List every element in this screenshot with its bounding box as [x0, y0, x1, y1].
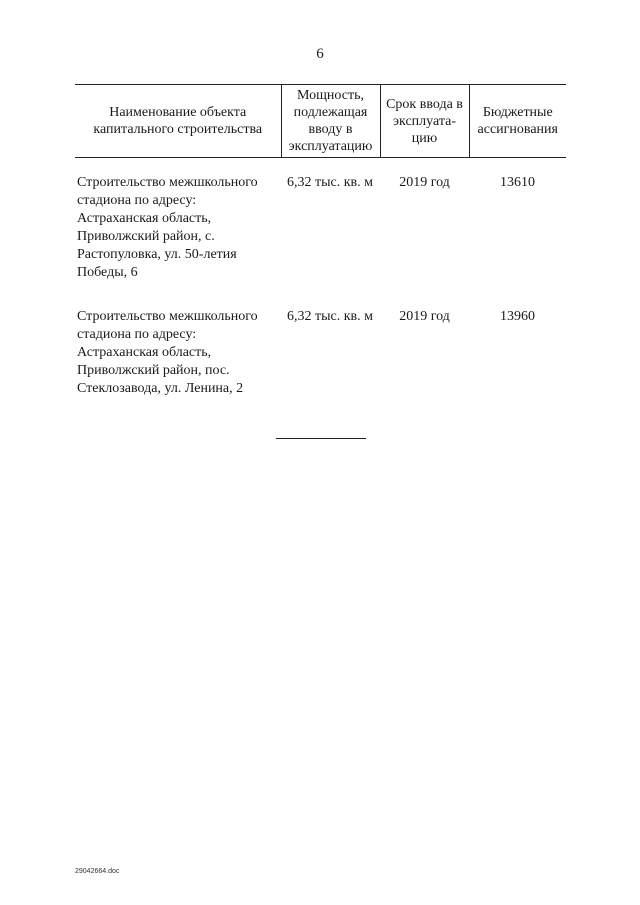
- table-header: [75, 85, 566, 158]
- object-budget: 13610: [500, 175, 535, 190]
- object-capacity: 6,32 тыс. кв. м: [287, 175, 374, 190]
- object-name: Строительство межшкольного стадиона по адресу: Астраханская область, Приволжский район, с. Растопуловка, ул. 50-летия Победы, 6: [77, 175, 258, 280]
- page-number: 6: [316, 46, 324, 62]
- header-budget: Бюджетные ассигнования: [477, 105, 558, 137]
- object-budget: 13960: [500, 309, 535, 324]
- header-capacity: Мощность, подлежащая вводу в эксплуатацию: [281, 85, 380, 158]
- object-capacity: 6,32 тыс. кв. м: [287, 309, 374, 324]
- header-row: [75, 85, 566, 158]
- object-name: Строительство межшкольного стадиона по адресу: Астраханская область, Приволжский район, пос. Стеклозавода, ул. Ленина, 2: [77, 309, 258, 396]
- table-row: [75, 308, 566, 424]
- object-commission-year: 2019 год: [399, 175, 450, 190]
- table: [75, 84, 566, 424]
- end-of-table-rule: [276, 438, 366, 439]
- footer-filename: 29042664.doc: [75, 868, 120, 875]
- capital-construction-table: [75, 84, 566, 424]
- table-body: [75, 158, 566, 425]
- table-row: [75, 158, 566, 309]
- header-commission-date: Срок ввода в эксплуата-цию: [380, 85, 469, 158]
- header-object-name: Наименование объекта капитального строительства: [93, 105, 263, 137]
- object-commission-year: 2019 год: [399, 309, 450, 324]
